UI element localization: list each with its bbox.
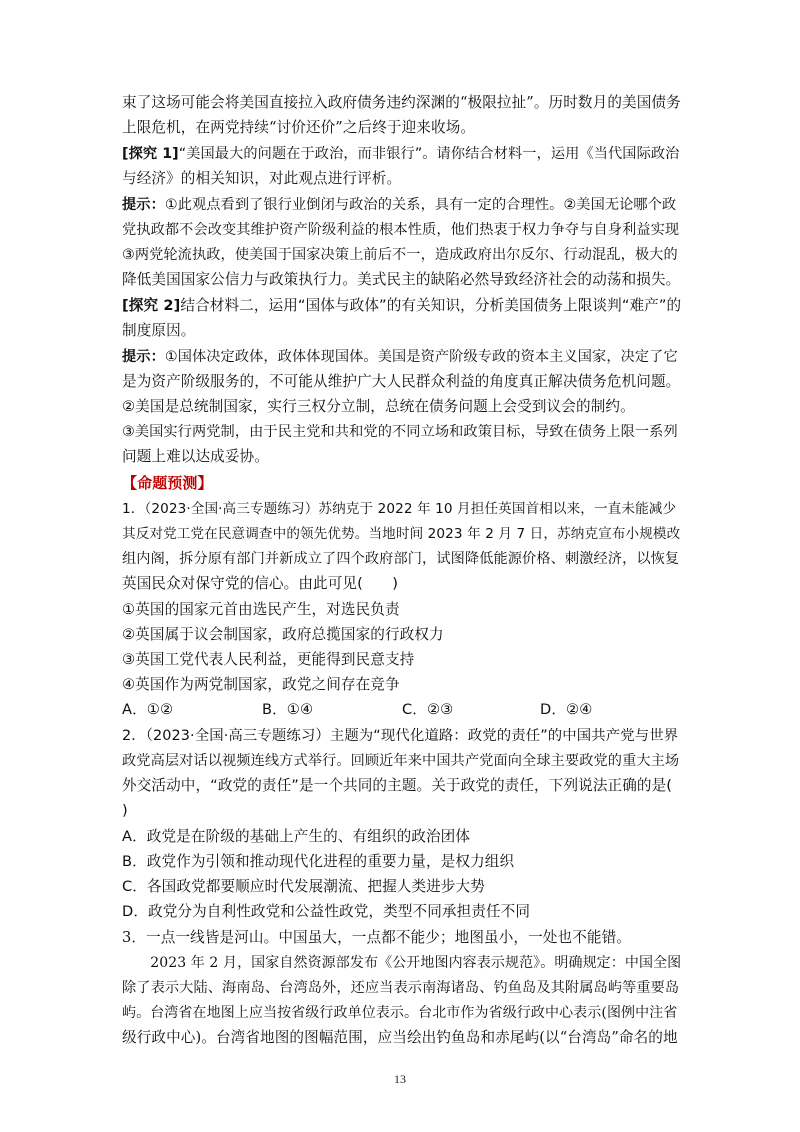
q1-item-4: ④英国作为两党制国家，政党之间存在竞争 bbox=[122, 676, 400, 693]
q1-item-1: ①英国的国家元首由选民产生，对选民负责 bbox=[122, 601, 400, 618]
q2-line-4: ) bbox=[122, 802, 128, 819]
q1-option-c: C．②③ bbox=[402, 701, 454, 718]
q2-option-b: B．政党作为引领和推动现代化进程的重要力量，是权力组织 bbox=[122, 853, 515, 870]
section-heading: 【命题预测】 bbox=[122, 474, 213, 492]
explore-2-line-1 bbox=[122, 297, 681, 315]
q3-paragraph-line-3: 屿。台湾省在地图上应当按省级行政单位表示。台北市作为省级行政中心表示(图例中注省 bbox=[122, 1005, 678, 1021]
q1-option-d: D．②④ bbox=[540, 701, 593, 718]
q1-line-3: 组内阁，拆分原有部门并新成立了四个政府部门，试图降低能源价格、刺激经济，以恢复 bbox=[122, 551, 680, 567]
hint-1-label: 提示： bbox=[122, 197, 165, 213]
hint-2-text-1: ①国体决定政体，政体体现国体。美国是资产阶级专政的资本主义国家，决定了它 bbox=[164, 349, 678, 365]
hint-2-line-5: 问题上难以达成妥协。 bbox=[122, 448, 269, 465]
q3-paragraph-line-4: 级行政中心)。台湾省地图的图幅范围，应当绘出钓鱼岛和赤尾屿(以“台湾岛”命名的地 bbox=[122, 1029, 678, 1046]
hint-2-line-2: 是为资产阶级服务的，不可能从维护广大人民群众利益的角度真正解决债务危机问题。 bbox=[122, 373, 681, 390]
q1-item-2: ②英国属于议会制国家，政府总揽国家的行政权力 bbox=[122, 626, 444, 643]
explore-1-line-2: 与经济》的相关知识，对此观点进行评析。 bbox=[122, 170, 402, 187]
hint-2-line-4: ③美国实行两党制，由于民主党和共和党的不同立场和政策目标，导致在债务上限一系列 bbox=[122, 424, 678, 440]
q1-line-4: 英国民众对保守党的信心。由此可见( ) bbox=[122, 575, 399, 592]
q1-line-1: 1．（2023·全国·高三专题练习）苏纳克于 2022 年 10 月担任英国首相以来，一直未能减少 bbox=[122, 501, 677, 517]
q2-line-1: 2．（2023·全国·高三专题练习）主题为“现代化道路：政党的责任”的中国共产党与世界 bbox=[122, 728, 679, 744]
q1-option-b: B．①④ bbox=[262, 701, 314, 718]
q2-line-2: 政党高层对话以视频连线方式举行。回顾近年来中国共产党面向全球主要政党的重大主场 bbox=[122, 753, 680, 769]
hint-2-line-3: ②美国是总统制国家，实行三权分立制，总统在债务问题上会受到议会的制约。 bbox=[122, 398, 635, 415]
q3-paragraph-line-2: 除了表示大陆、海南岛、台湾岛外，还应当表示南海诸岛、钓鱼岛及其附属岛屿等重要岛 bbox=[122, 980, 680, 996]
q2-option-d: D．政党分为自利性政党和公益性政党，类型不同承担责任不同 bbox=[122, 903, 531, 920]
hint-2-line-1 bbox=[122, 348, 678, 366]
explore-2-tag: [探究 2] bbox=[122, 297, 181, 314]
q3-paragraph-line-1: 2023 年 2 月，国家自然资源部发布《公开地图内容表示规范》。明确规定：中国全图 bbox=[122, 955, 682, 971]
explore-1-text-1: “美国最大的问题在于政治，而非银行”。请你结合材料一，运用《当代国际政治 bbox=[178, 146, 680, 162]
q1-item-3: ③英国工党代表人民利益，更能得到民意支持 bbox=[122, 651, 415, 668]
explore-2-text-1: 结合材料二，运用“国体与政体”的有关知识，分析美国债务上限谈判“难产”的 bbox=[180, 297, 682, 314]
q2-line-3: 外交活动中，“政党的责任”是一个共同的主题。关于政党的责任，下列说法正确的是( bbox=[122, 777, 673, 794]
q1-line-2: 其反对党工党在民意调查中的领先优势。当地时间 2023 年 2 月 7 日，苏纳克宣布小规模改 bbox=[122, 526, 681, 542]
explore-1-tag: [探究 1] bbox=[122, 146, 179, 162]
hint-1-text-1: ①此观点看到了银行业倒闭与政治的关系，具有一定的合理性。②美国无论哪个政 bbox=[164, 197, 677, 213]
hint-2-label: 提示： bbox=[122, 349, 165, 365]
q3-line-1: 3．一点一线皆是河山。中国虽大，一点都不能少；地图虽小，一处也不能错。 bbox=[122, 929, 631, 946]
q1-option-a: A．①② bbox=[122, 701, 174, 718]
q2-option-c: C．各国政党都要顺应时代发展潮流、把握人类进步大势 bbox=[122, 878, 485, 895]
intro-line-2: 上限危机，在两党持续“讨价还价”之后终于迎来收场。 bbox=[122, 119, 476, 136]
q1-options bbox=[122, 701, 682, 719]
page-number: 13 bbox=[394, 1072, 406, 1086]
intro-line-1: 束了这场可能会将美国直接拉入政府债务违约深渊的“极限拉扯”。历时数月的美国债务 bbox=[122, 94, 681, 111]
hint-1-line-4: 降低美国国家公信力与政策执行力。美式民主的缺陷必然导致经济社会的动荡和损失。 bbox=[122, 271, 681, 288]
hint-1-line-2: 党执政都不会改变其维护资产阶级利益的根本性质，他们热衷于权力争夺与自身利益实现 bbox=[122, 222, 680, 238]
q2-option-a: A．政党是在阶级的基础上产生的、有组织的政治团体 bbox=[122, 828, 471, 845]
explore-2-line-2: 制度原因。 bbox=[122, 322, 196, 339]
explore-1-line-1 bbox=[122, 145, 679, 163]
hint-1-line-1 bbox=[122, 196, 676, 214]
hint-1-line-3: ③两党轮流执政，使美国于国家决策上前后不一，造成政府出尔反尔、行动混乱，极大的 bbox=[122, 247, 678, 263]
